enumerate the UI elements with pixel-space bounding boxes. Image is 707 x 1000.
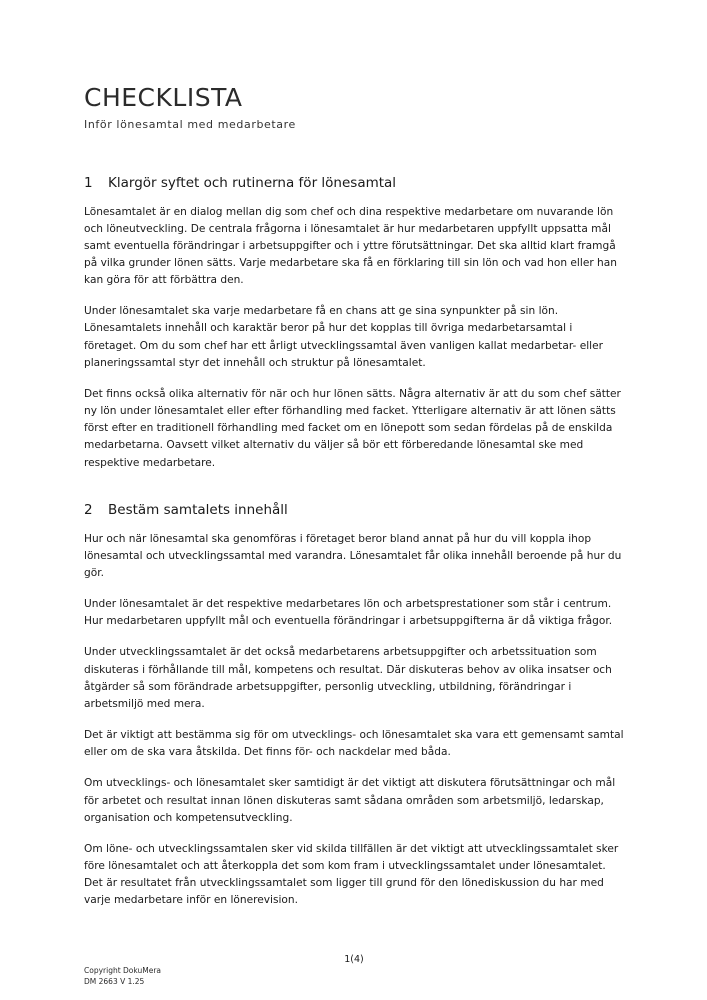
footer-doc-id: DM 2663 V 1.25 [84,976,145,986]
section-2-heading [84,502,625,518]
section-1-heading [84,175,625,191]
section-2 [84,502,625,910]
section-1-paragraph-1: Lönesamtalet är en dialog mellan dig som chef och dina respektive medarbetare om nuvarande lön och löneutveckling. De centrala frågorna i lönesamtalet är hur medarbetaren uppfyllt uppsatta mål samt eventuella förändringar i arbetsuppgifter och i yttre förutsättningar. Det ska alltid klart framgå på vilka grunder lönen sätts. Varje medarbetare ska få en förklaring till sin lön och vad hon eller han kan göra för att förbättra den. [84,205,617,287]
section-2-paragraph-1: Hur och när lönesamtal ska genomföras i företaget beror bland annat på hur du vill koppla ihop lönesamtal och utvecklingssamtal med varandra. Lönesamtalet får olika innehåll beroende på hur du gör. [84,532,622,579]
section-2-paragraph-2: Under lönesamtalet är det respektive medarbetares lön och arbetsprestationer som står i centrum. Hur medarbetaren uppfyllt mål och eventuella förändringar i arbetsuppgifterna är då viktiga frågor. [84,598,613,628]
footer-meta [84,966,161,988]
section-1 [84,175,625,472]
section-2-paragraph-3: Under utvecklingssamtalet är det också medarbetarens arbetsuppgifter och arbetssituation som diskuteras i förhållande till mål, kompetens och resultat. Där diskuteras behov av olika insatser och åtgärder så som förändrade arbetsuppgifter, personlig utveckling, utbildning, förändringar i arbetsmiljö med mera. [84,646,612,710]
page-subtitle: Inför lönesamtal med medarbetare [84,117,296,131]
footer-copyright: Copyright DokuMera [84,966,162,975]
page-number: 1(4) [344,954,364,965]
section-1-paragraph-2: Under lönesamtalet ska varje medarbetare få en chans att ge sina synpunkter på sin lön. Lönesamtalets innehåll och karaktär beror på hur det kopplas till övriga medarbetarsamtal i företaget. Om du som chef har ett årligt utvecklingssamtal även vanligen kallat medarbetar- eller planeringssamtal styr det innehåll och struktur på lönesamtalet. [84,305,603,369]
section-1-title: Klargör syftet och rutinerna för lönesamtal [108,174,397,191]
section-2-paragraph-5: Om utvecklings- och lönesamtalet sker samtidigt är det viktigt att diskutera förutsättningar och mål för arbetet och resultat innan lönen diskuteras samt sådana områden som arbetsmiljö, ledarskap, organisation och kompetensutveckling. [84,777,616,824]
section-2-paragraph-4: Det är viktigt att bestämma sig för om utvecklings- och lönesamtalet ska vara ett gemensamt samtal eller om de ska vara åtskilda. Det finns för- och nackdelar med båda. [84,729,624,759]
section-2-number: 2 [84,501,93,518]
section-1-paragraph-3: Det finns också olika alternativ för när och hur lönen sätts. Några alternativ är att du som chef sätter ny lön under lönesamtalet eller efter förhandling med facket. Ytterligare alternativ är att lönen sätts först efter en traditionell förhandling med facket om en lönepott som sedan fördelas på de enskilda medarbetarna. Oavsett vilket alternativ du väljer så bör ett förberedande lönesamtal ske med respektive medarbetare. [84,387,621,469]
page-title: CHECKLISTA [84,83,243,112]
section-2-title: Bestäm samtalets innehåll [108,501,288,518]
section-1-number: 1 [84,174,93,191]
section-2-paragraph-6: Om löne- och utvecklingssamtalen sker vid skilda tillfällen är det viktigt att utvecklingssamtalet sker före lönesamtalet och att återkoppla det som kom fram i utvecklingssamtalet under lönesamtalet. Det är resultatet från utvecklingssamtalet som ligger till grund för den lönediskussion du har med varje medarbetare inför en lönerevision. [84,842,619,907]
